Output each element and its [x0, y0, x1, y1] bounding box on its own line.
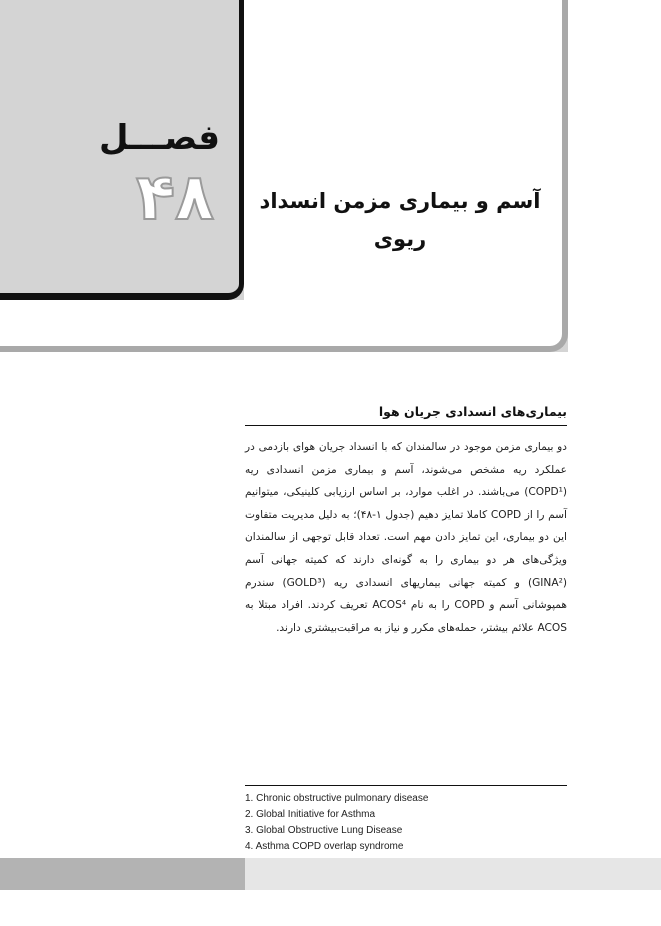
footer-bar-dark	[0, 858, 245, 890]
chapter-number: ۴۸	[135, 161, 215, 235]
footnotes	[245, 791, 567, 855]
header-bottom-strip	[0, 300, 244, 352]
footnote-2: 2. Global Initiative for Asthma	[245, 809, 376, 820]
chapter-title-line-1: آسم و بیماری مزمن انسداد	[259, 189, 541, 213]
footnote-3: 3. Global Obstructive Lung Disease	[245, 825, 403, 836]
section-heading: بیماری‌های انسدادی جریان هوا	[245, 404, 567, 426]
footnote-1: 1. Chronic obstructive pulmonary disease	[245, 793, 429, 804]
chapter-title	[250, 182, 550, 258]
footer-bar-light	[245, 858, 661, 890]
chapter-label: فصـــل	[99, 118, 220, 158]
footnote-4: 4. Asthma COPD overlap syndrome	[245, 841, 404, 852]
body-paragraph: دو بیماری مزمن موجود در سالمندان که با انسداد جریان هوای بازدمی در عملکرد ریه مشخص می‌شوند، آسم و بیماری مزمن انسدادی ریه (COPD¹) می‌باشند. در اغلب موارد، بر اساس ارزیابی کلینیکی، میتوانیم آسم را از COPD کاملا تمایز دهیم (جدول ۱-۴۸)؛ به دلیل مدیریت متفاوت این دو بیماری، این تمایز دادن مهم است. تعداد قابل توجهی از سالمندان ویژگی‌های هر دو بیماری را به گونه‌ای دارند که کمیته جهانی آسم (GINA²) و کمیته جهانی بیماریهای انسدادی ریه (GOLD³) سندرم همپوشانی آسم و COPD را به نام ACOS⁴ تعریف کردند. افراد مبتلا به ACOS علائم بیشتر، حمله‌های مکرر و نیاز به مراقبت‌بیشتری دارند.	[245, 441, 567, 634]
chapter-title-line-2: ریوی	[373, 227, 427, 251]
chapter-title-panel	[244, 0, 568, 352]
footnote-divider	[245, 785, 567, 786]
